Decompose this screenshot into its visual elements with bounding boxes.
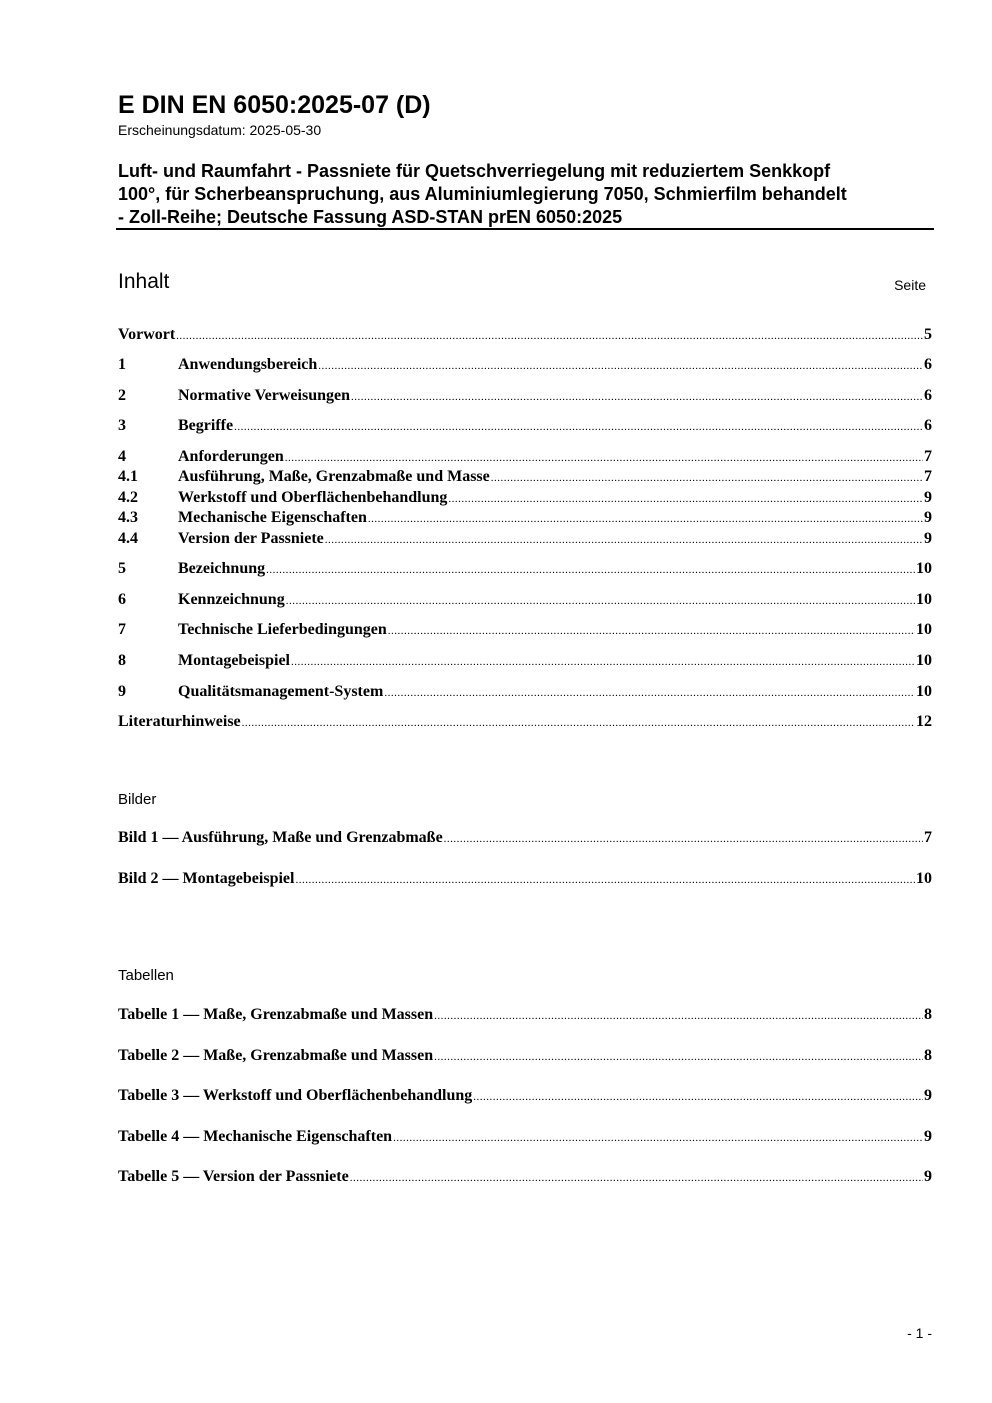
toc-entry-page: 6	[924, 387, 932, 404]
toc-leader	[176, 326, 923, 346]
toc-entry[interactable]	[118, 416, 932, 437]
toc-leader	[318, 356, 923, 376]
toc-entry-number: 8	[118, 652, 126, 669]
toc-entry[interactable]	[118, 590, 932, 611]
toc-entry-page: 10	[916, 591, 932, 608]
page-column-label: Seite	[894, 277, 926, 293]
toc-entry[interactable]	[118, 325, 932, 346]
table-entry[interactable]	[118, 1127, 932, 1148]
toc-entry-text: Anwendungsbereich	[178, 356, 318, 373]
publication-date: Erscheinungsdatum: 2025-05-30	[118, 122, 322, 138]
toc-entry-text: Begriffe	[178, 417, 234, 434]
table-entry-page: 8	[924, 1006, 932, 1023]
figure-entry[interactable]	[118, 828, 932, 849]
table-entry-page: 9	[924, 1087, 932, 1104]
document-id: E DIN EN 6050:2025-07 (D)	[118, 91, 431, 119]
toc-leader	[286, 591, 915, 611]
toc-entry-text: Technische Lieferbedingungen	[178, 621, 387, 638]
toc-entry[interactable]	[118, 712, 932, 733]
toc-entry-text: Version der Passniete	[178, 530, 324, 547]
toc-leader	[295, 870, 915, 890]
figure-entry-page: 10	[916, 870, 932, 887]
toc-entry-text: Kennzeichnung	[178, 591, 285, 608]
toc-entry-text: Vorwort	[118, 326, 176, 343]
document-title	[118, 160, 938, 229]
toc-entry-text: Werkstoff und Oberflächenbehandlung	[178, 489, 448, 506]
tables-heading: Tabellen	[118, 967, 174, 984]
table-entry-text: Tabelle 4 — Mechanische Eigenschaften	[118, 1128, 393, 1145]
table-entry-text: Tabelle 1 — Maße, Grenzabmaße und Massen	[118, 1006, 434, 1023]
toc-leader	[285, 448, 923, 468]
figure-entry-page: 7	[924, 829, 932, 846]
toc-entry-number: 3	[118, 417, 126, 434]
table-entry[interactable]	[118, 1005, 932, 1026]
figures-heading: Bilder	[118, 791, 157, 808]
toc-entry-page: 9	[924, 530, 932, 547]
toc-entry[interactable]	[118, 488, 932, 509]
title-line: 100°, für Scherbeanspruchung, aus Aluminiumlegierung 7050, Schmierfilm behandelt	[118, 184, 847, 204]
toc-leader	[234, 417, 923, 437]
toc-entry-number: 9	[118, 683, 126, 700]
title-line: - Zoll-Reihe; Deutsche Fassung ASD-STAN prEN 6050:2025	[118, 207, 623, 227]
toc-entry[interactable]	[118, 447, 932, 468]
toc-entry-page: 12	[916, 713, 932, 730]
toc-entry-number: 4.1	[118, 468, 138, 485]
toc-entry[interactable]	[118, 620, 932, 641]
toc-leader	[368, 509, 923, 529]
toc-entry-page: 7	[924, 468, 932, 485]
toc-entry-page: 9	[924, 509, 932, 526]
toc-entry[interactable]	[118, 651, 932, 672]
toc-entry-page: 6	[924, 356, 932, 373]
toc-leader	[473, 1087, 923, 1107]
toc-leader	[388, 621, 915, 641]
toc-leader	[384, 683, 915, 703]
toc-entry[interactable]	[118, 529, 932, 550]
toc-entry[interactable]	[118, 508, 932, 529]
table-entry-text: Tabelle 3 — Werkstoff und Oberflächenbehandlung	[118, 1087, 473, 1104]
toc-entry-text: Mechanische Eigenschaften	[178, 509, 367, 526]
toc-leader	[325, 530, 923, 550]
toc-entry[interactable]	[118, 682, 932, 703]
toc-leader	[266, 560, 915, 580]
toc-entry-text: Montagebeispiel	[178, 652, 290, 669]
table-entry-text: Tabelle 2 — Maße, Grenzabmaße und Massen	[118, 1047, 434, 1064]
toc-entry-page: 7	[924, 448, 932, 465]
toc-entry-page: 10	[916, 652, 932, 669]
toc-entry[interactable]	[118, 386, 932, 407]
toc-leader	[491, 468, 923, 488]
toc-entry-text: Ausführung, Maße, Grenzabmaße und Masse	[178, 468, 490, 485]
table-entry[interactable]	[118, 1167, 932, 1188]
toc-leader	[350, 1168, 923, 1188]
toc-leader	[448, 489, 923, 509]
table-entry[interactable]	[118, 1046, 932, 1067]
title-line: Luft- und Raumfahrt - Passniete für Quetschverriegelung mit reduziertem Senkkopf	[118, 161, 831, 181]
toc-entry-number: 2	[118, 387, 126, 404]
toc-entry-text: Anforderungen	[178, 448, 284, 465]
figure-entry[interactable]	[118, 869, 932, 890]
toc-entry-page: 9	[924, 489, 932, 506]
table-entry-page: 8	[924, 1047, 932, 1064]
toc-entry-number: 4.2	[118, 489, 138, 506]
toc-entry-number: 1	[118, 356, 126, 373]
page-number: - 1 -	[907, 1325, 932, 1341]
toc-entry[interactable]	[118, 467, 932, 488]
toc-entry[interactable]	[118, 355, 932, 376]
toc-leader	[444, 829, 923, 849]
toc-entry-text: Literaturhinweise	[118, 713, 241, 730]
toc-entry-text: Bezeichnung	[178, 560, 266, 577]
toc-leader	[291, 652, 915, 672]
toc-entry[interactable]	[118, 559, 932, 580]
toc-leader	[351, 387, 923, 407]
toc-leader	[393, 1128, 923, 1148]
toc-entry-number: 5	[118, 560, 126, 577]
toc-entry-number: 4.3	[118, 509, 138, 526]
toc-entry-page: 10	[916, 621, 932, 638]
toc-entry-number: 4	[118, 448, 126, 465]
toc-entry-page: 6	[924, 417, 932, 434]
toc-leader	[434, 1006, 923, 1026]
toc-entry-text: Qualitätsmanagement-System	[178, 683, 384, 700]
table-entry[interactable]	[118, 1086, 932, 1107]
toc-entry-page: 10	[916, 683, 932, 700]
table-entry-page: 9	[924, 1168, 932, 1185]
toc-leader	[434, 1047, 923, 1067]
toc-entry-number: 7	[118, 621, 126, 638]
toc-entry-number: 4.4	[118, 530, 138, 547]
toc-heading: Inhalt	[118, 270, 170, 293]
toc-entry-number: 6	[118, 591, 126, 608]
table-entry-page: 9	[924, 1128, 932, 1145]
figure-entry-text: Bild 1 — Ausführung, Maße und Grenzabmaße	[118, 829, 443, 846]
toc-entry-page: 5	[924, 326, 932, 343]
toc-entry-text: Normative Verweisungen	[178, 387, 350, 404]
title-divider	[116, 228, 934, 230]
toc-entry-page: 10	[916, 560, 932, 577]
table-entry-text: Tabelle 5 — Version der Passniete	[118, 1168, 349, 1185]
toc-leader	[242, 713, 915, 733]
figure-entry-text: Bild 2 — Montagebeispiel	[118, 870, 295, 887]
